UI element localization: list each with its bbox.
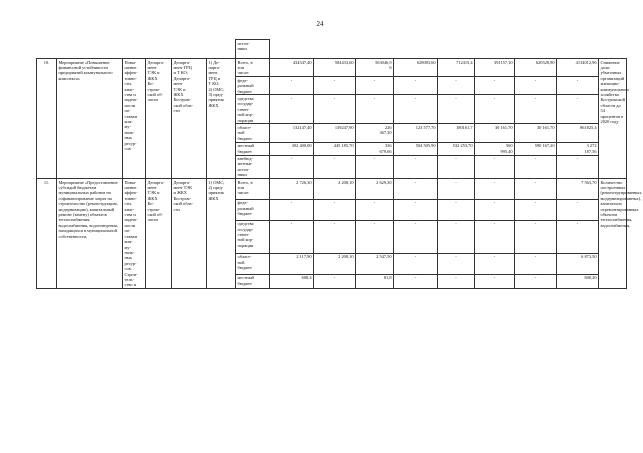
- finance-source-cell: внебюд- жетные источ- ники: [236, 155, 270, 179]
- finance-source-cell: местный бюджет: [236, 274, 270, 289]
- finance-value-cell: -: [314, 95, 356, 124]
- finance-value-cell: 180161,7: [438, 124, 475, 142]
- table-row: [37, 59, 627, 77]
- finance-value-cell: 608,4: [270, 274, 314, 289]
- finance-value-cell: -: [314, 274, 356, 289]
- finance-value-cell: -: [475, 77, 515, 95]
- finance-value-cell: 30 161,70: [515, 124, 557, 142]
- finance-value-cell: -: [475, 155, 515, 179]
- finance-value-cell: -: [438, 199, 475, 220]
- finance-value-cell: -: [356, 220, 394, 253]
- finance-value-cell: -: [438, 155, 475, 179]
- finance-value-cell: -: [356, 77, 394, 95]
- finance-value-cell: -: [356, 95, 394, 124]
- finance-value-cell: -: [515, 199, 557, 220]
- finance-value-cell: 336 679,66: [356, 142, 394, 155]
- finance-value-cell: -: [314, 77, 356, 95]
- row-number: 10.: [37, 59, 57, 179]
- finance-value-cell: -: [394, 155, 438, 179]
- finance-source-cell: област- ной бюджет: [236, 253, 270, 274]
- finance-value-cell: 30 161,70: [475, 124, 515, 142]
- finance-value-cell: 434547,40: [270, 59, 314, 77]
- finance-value-cell: -: [515, 77, 557, 95]
- finance-value-cell: -: [438, 220, 475, 253]
- finance-value-cell: -: [314, 155, 356, 179]
- top-fragment-row: [37, 40, 627, 59]
- finance-value-cell: -: [356, 199, 394, 220]
- finance-value-cell: -: [515, 179, 557, 200]
- finance-value-cell: -: [394, 274, 438, 289]
- finance-value-cell: -: [438, 95, 475, 124]
- finance-value-cell: -: [270, 95, 314, 124]
- finance-value-cell: 2 208,10: [314, 253, 356, 274]
- finance-value-cell: -: [438, 179, 475, 200]
- finance-source-cell: област- ной бюджет: [236, 124, 270, 142]
- finance-value-cell: -: [515, 274, 557, 289]
- participant-cell: Департа- мент ГРЦ и Т КО; Департа- мент ТЭК и ЖКХ Костром- ской обла- сти: [172, 59, 207, 179]
- finance-value-cell: 302 400,00: [270, 142, 314, 155]
- finance-source-cell: местный бюджет: [236, 142, 270, 155]
- finance-value-cell: -: [475, 199, 515, 220]
- finance-value-cell: 132147,40: [270, 124, 314, 142]
- finance-value-cell: 391157,10: [475, 59, 515, 77]
- finance-value-cell: -: [557, 95, 599, 124]
- finance-value-cell: 861825,4: [557, 124, 599, 142]
- finance-value-cell: -: [475, 95, 515, 124]
- finance-value-cell: -: [557, 220, 599, 253]
- finance-value-cell: 590 167,20: [515, 142, 557, 155]
- activity-goal: Повы- шение эффек- тивно- сти, каче- ства и надеж- ности по- ставки ком- му- наль- ных ресур- сов. Строи- тель- ство и: [123, 179, 146, 289]
- finance-value-cell: -: [270, 77, 314, 95]
- participant-cell: Департа- мент ТЭК и ЖКХ Костром- ской обла- сти: [172, 179, 207, 289]
- table-row: [37, 179, 627, 200]
- finance-value-cell: -: [557, 199, 599, 220]
- page-number: 24: [316, 20, 324, 28]
- finance-value-cell: 445 185,70: [314, 142, 356, 155]
- finance-value-cell: -: [270, 155, 314, 179]
- finance-value-cell: 712415,4: [438, 59, 475, 77]
- finance-value-cell: -: [515, 220, 557, 253]
- expected-result-cell: Снижение доли убыточных организаций жилищно-коммунального хозяйства Костромской области до 54 процентов в 2020 году: [599, 59, 627, 179]
- finance-value-cell: 2 208,10: [314, 179, 356, 200]
- finance-value-cell: 628083,60: [394, 59, 438, 77]
- finance-value-cell: -: [515, 95, 557, 124]
- finance-value-cell: -: [475, 253, 515, 274]
- expected-result-cell: Количество построенных (реконструированных, модернизированных), капитально отремонтированных объектов теплоснабжения, водоснабжения,: [599, 179, 627, 289]
- finance-value-cell: 226 367,30: [356, 124, 394, 142]
- finance-source-cell: средства государ- ствен- ной кор- порации: [236, 95, 270, 124]
- finance-value-cell: -: [557, 155, 599, 179]
- finance-value-cell: -: [356, 155, 394, 179]
- finance-value-cell: 2 726,30: [270, 179, 314, 200]
- finance-value-cell: -: [475, 179, 515, 200]
- activity-goal: Повы- шение эффек- тивно- сти, каче- ства и надеж- ности по- ставки ком- му- наль- ных ресур- сов: [123, 59, 146, 179]
- executor-cell: 1) Де- парта- мент ГРЦ и Т КО; 2) ОМС; 3) пред- приятия ЖКХ: [207, 59, 236, 179]
- finance-value-cell: -: [314, 220, 356, 253]
- finance-value-cell: 532 253,70: [438, 142, 475, 155]
- finance-value-cell: 81,8: [356, 274, 394, 289]
- finance-value-cell: 4134012,96: [557, 59, 599, 77]
- finance-value-cell: -: [270, 199, 314, 220]
- finance-value-cell: -: [394, 95, 438, 124]
- row-number: 11.: [37, 179, 57, 289]
- finance-source-cell: феде- ральный бюджет: [236, 199, 270, 220]
- finance-value-cell: -: [438, 253, 475, 274]
- finance-source-cell: феде- ральный бюджет: [236, 77, 270, 95]
- finance-value-cell: 3 272 187,56: [557, 142, 599, 155]
- finance-value-cell: -: [394, 199, 438, 220]
- activity-name: Мероприятие «Повышение финансовой устойчивости предприятий коммунального комплекса»: [57, 59, 123, 179]
- finance-value-cell: 2 629,30: [356, 179, 394, 200]
- program-table: [36, 39, 643, 289]
- finance-value-cell: -: [270, 220, 314, 253]
- coordinator-cell: Департа- мент ТЭК и ЖКХ Ко- стром- ской об- ласти: [146, 179, 172, 289]
- finance-value-cell: 584433,60: [314, 59, 356, 77]
- finance-value-cell: -: [515, 253, 557, 274]
- finance-value-cell: 7 563,70: [557, 179, 599, 200]
- finance-source-cell: Всего, в том числе:: [236, 59, 270, 77]
- finance-value-cell: 560 995,40: [475, 142, 515, 155]
- finance-source-cell: Всего, в том числе:: [236, 179, 270, 200]
- finance-value-cell: 563046,9 6: [356, 59, 394, 77]
- finance-value-cell: -: [314, 199, 356, 220]
- finance-value-cell: -: [438, 77, 475, 95]
- finance-value-cell: 2 117,90: [270, 253, 314, 274]
- finance-value-cell: 504 505,90: [394, 142, 438, 155]
- finance-value-cell: -: [557, 77, 599, 95]
- finance-value-cell: 2 547,50: [356, 253, 394, 274]
- finance-value-cell: -: [475, 220, 515, 253]
- finance-value-cell: 6 873,50: [557, 253, 599, 274]
- activity-name: Мероприятие «Предоставление субсидий бюджетам муниципальных районов на софинансирование затрат на строительство (реконструкцию, модернизацию), капитальный ремонт (замену) объектов теплоснабжения, водоснабжения, водоотведения, находящихся в муниципальной собственности,: [57, 179, 123, 289]
- finance-value-cell: -: [475, 274, 515, 289]
- finance-value-cell: -: [394, 253, 438, 274]
- finance-value-cell: -: [515, 155, 557, 179]
- finance-source-cell: источ- ники: [236, 40, 270, 59]
- finance-source-cell: средства государ- ствен- ной кор- порации: [236, 220, 270, 253]
- finance-value-cell: 139247,90: [314, 124, 356, 142]
- executor-cell: 1) ОМС; 2) пред- приятия ЖКХ: [207, 179, 236, 289]
- finance-value-cell: 620528,90: [515, 59, 557, 77]
- finance-value-cell: -: [438, 274, 475, 289]
- finance-value-cell: 690,20: [557, 274, 599, 289]
- finance-value-cell: 123 577,70: [394, 124, 438, 142]
- finance-value-cell: -: [394, 77, 438, 95]
- finance-value-cell: -: [394, 220, 438, 253]
- finance-value-cell: -: [394, 179, 438, 200]
- coordinator-cell: Депарга- мент ТЭК и ЖКХ Ко- стром- ской об- ласти: [146, 59, 172, 179]
